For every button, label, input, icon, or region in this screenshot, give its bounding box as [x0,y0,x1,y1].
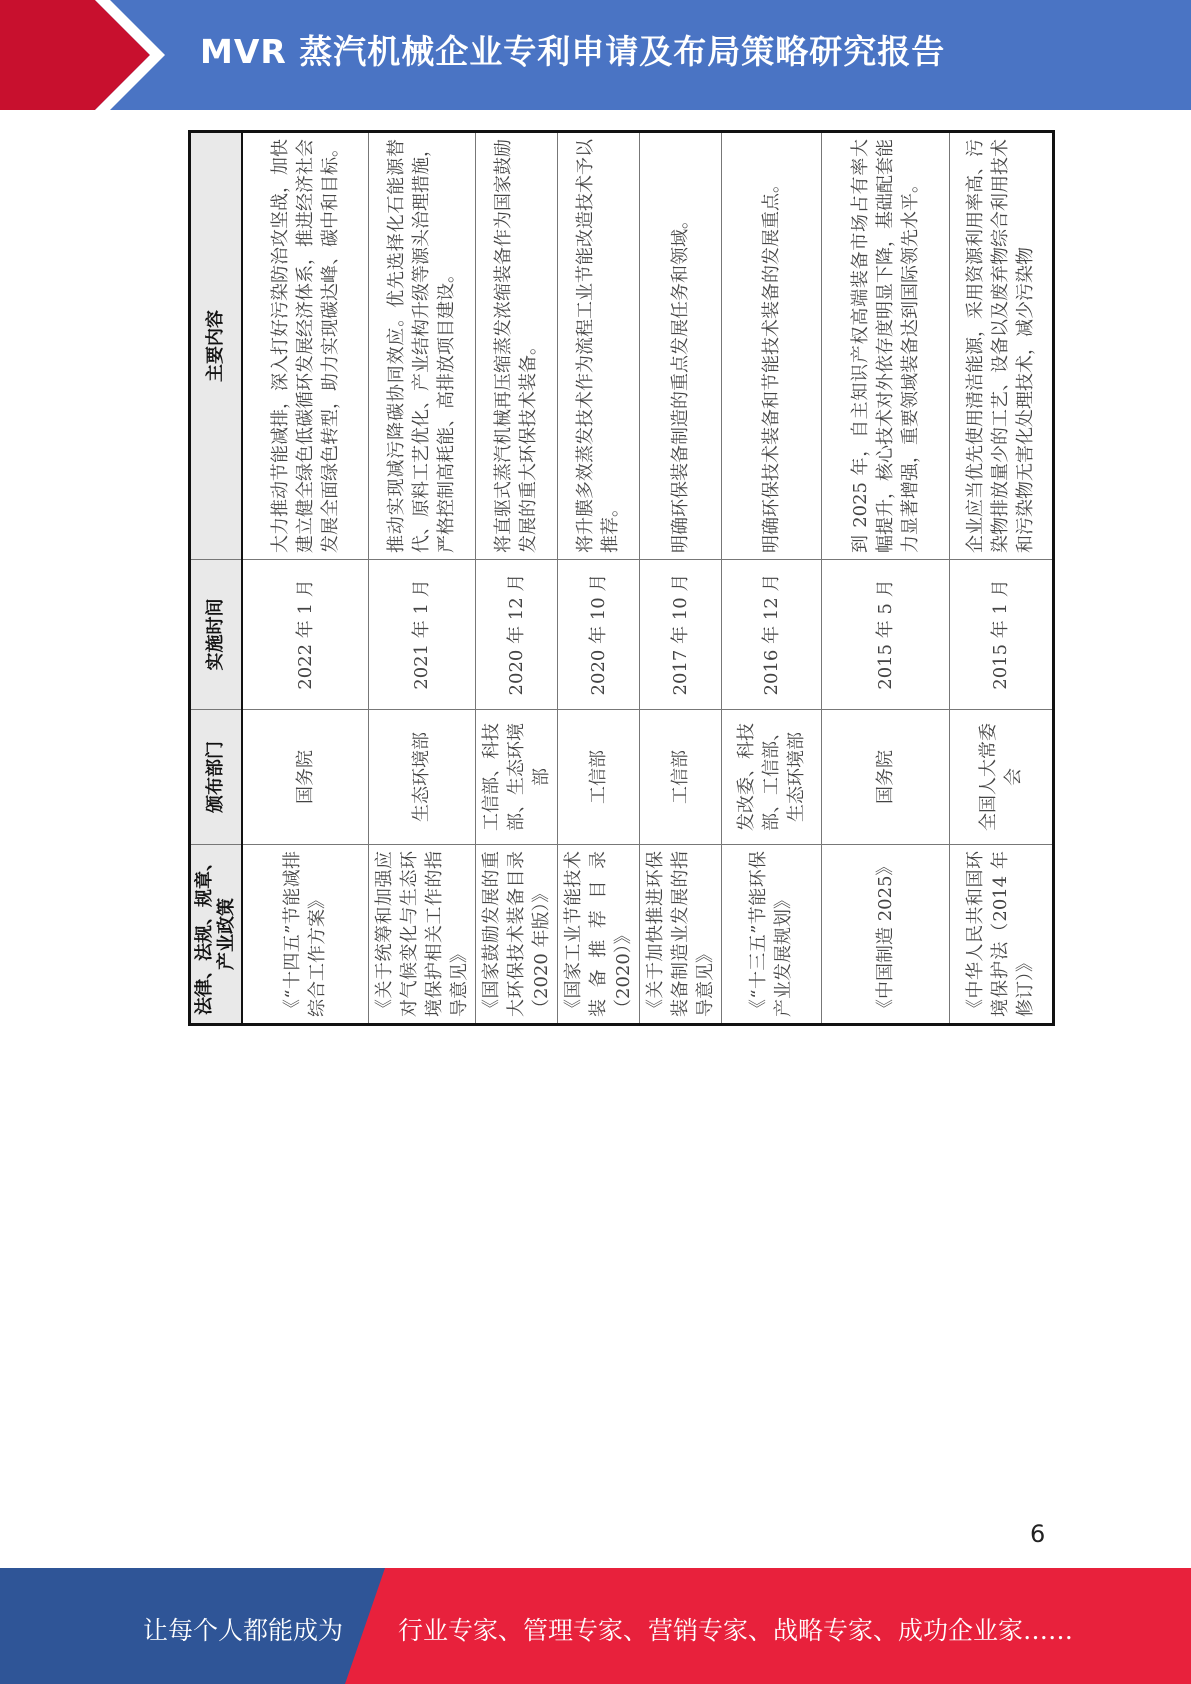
page-footer [0,1568,1191,1684]
cell-dept: 国务院 [821,710,949,845]
table-row [475,132,557,1025]
cell-law: 《关于加快推进环保装备制造业发展的指导意见》 [639,845,721,1025]
cell-dept: 工信部 [557,710,639,845]
policy-table-frame [188,133,1036,1026]
cell-dept: 工信部、科技部、生态环境部 [475,710,557,845]
page-number: 6 [1030,1520,1046,1548]
cell-content: 推动实现减污降碳协同效应。优先选择化石能源替代、原料工艺优化、产业结构升级等源头治理措施，严格控制高耗能、高排放项目建设。 [368,132,475,560]
cell-date: 2015 年 5 月 [821,560,949,710]
header-chevron-icon [0,0,160,110]
cell-content: 到 2025 年，自主知识产权高端装备市场占有率大幅提升，核心技术对外依存度明显下降，基础配套能力显著增强，重要领域装备达到国际领先水平。 [821,132,949,560]
cell-law: 《中国制造 2025》 [821,845,949,1025]
cell-content: 明确环保装备制造的重点发展任务和领域。 [639,132,721,560]
cell-dept: 全国人大常委会 [949,710,1053,845]
footer-slogan-left: 让每个人都能成为 [143,1616,344,1645]
cell-law: 《关于统筹和加强应对气候变化与生态环境保护相关工作的指导意见》 [368,845,475,1025]
cell-content: 企业应当优先使用清洁能源，采用资源利用率高、污染物排放量少的工艺、设备以及废弃物综合利用技术和污染物无害化处理技术，减少污染物 [949,132,1053,560]
cell-content: 大力推动节能减排，深入打好污染防治攻坚战，加快建立健全绿色低碳循环发展经济体系，推进经济社会发展全面绿色转型，助力实现碳达峰、碳中和目标。 [242,132,368,560]
table-row [639,132,721,1025]
cell-dept: 国务院 [242,710,368,845]
header-date: 实施时间 [190,560,243,710]
table-header-row [190,132,243,1025]
policy-table-rotated [188,133,1036,1026]
cell-content: 将升膜多效蒸发技术作为流程工业节能改造技术予以推荐。 [557,132,639,560]
cell-dept: 工信部 [639,710,721,845]
cell-law: 《“十四五”节能减排综合工作方案》 [242,845,368,1025]
header-content: 主要内容 [190,132,243,560]
cell-date: 2021 年 1 月 [368,560,475,710]
table-row [721,132,821,1025]
cell-dept: 发改委、科技部、工信部、生态环境部 [721,710,821,845]
table-row [557,132,639,1025]
table-row [368,132,475,1025]
cell-date: 2022 年 1 月 [242,560,368,710]
table-row [242,132,368,1025]
cell-date: 2020 年 12 月 [475,560,557,710]
footer-slogan-right: 行业专家、管理专家、营销专家、战略专家、成功企业家…… [398,1616,1074,1645]
cell-law: 《中华人民共和国环境保护法（2014 年修订）》 [949,845,1053,1025]
policy-table [188,130,1055,1026]
header-dept: 颁布部门 [190,710,243,845]
cell-dept: 生态环境部 [368,710,475,845]
page-header [0,0,1191,110]
report-title: MVR 蒸汽机械企业专利申请及布局策略研究报告 [200,32,946,71]
cell-content: 将直驱式蒸汽机械再压缩蒸发浓缩装备作为国家鼓励发展的重大环保技术装备。 [475,132,557,560]
cell-law: 《国家鼓励发展的重大环保技术装备目录（2020 年版）》 [475,845,557,1025]
cell-date: 2017 年 10 月 [639,560,721,710]
cell-law: 《国家工业节能技术装备推荐目录（2020）》 [557,845,639,1025]
cell-date: 2020 年 10 月 [557,560,639,710]
cell-date: 2016 年 12 月 [721,560,821,710]
cell-content: 明确环保技术装备和节能技术装备的发展重点。 [721,132,821,560]
table-row [821,132,949,1025]
cell-law: 《“十三五”节能环保产业发展规划》 [721,845,821,1025]
cell-date: 2015 年 1 月 [949,560,1053,710]
header-law: 法律、法规、规章、产业政策 [190,845,243,1025]
table-row [949,132,1053,1025]
